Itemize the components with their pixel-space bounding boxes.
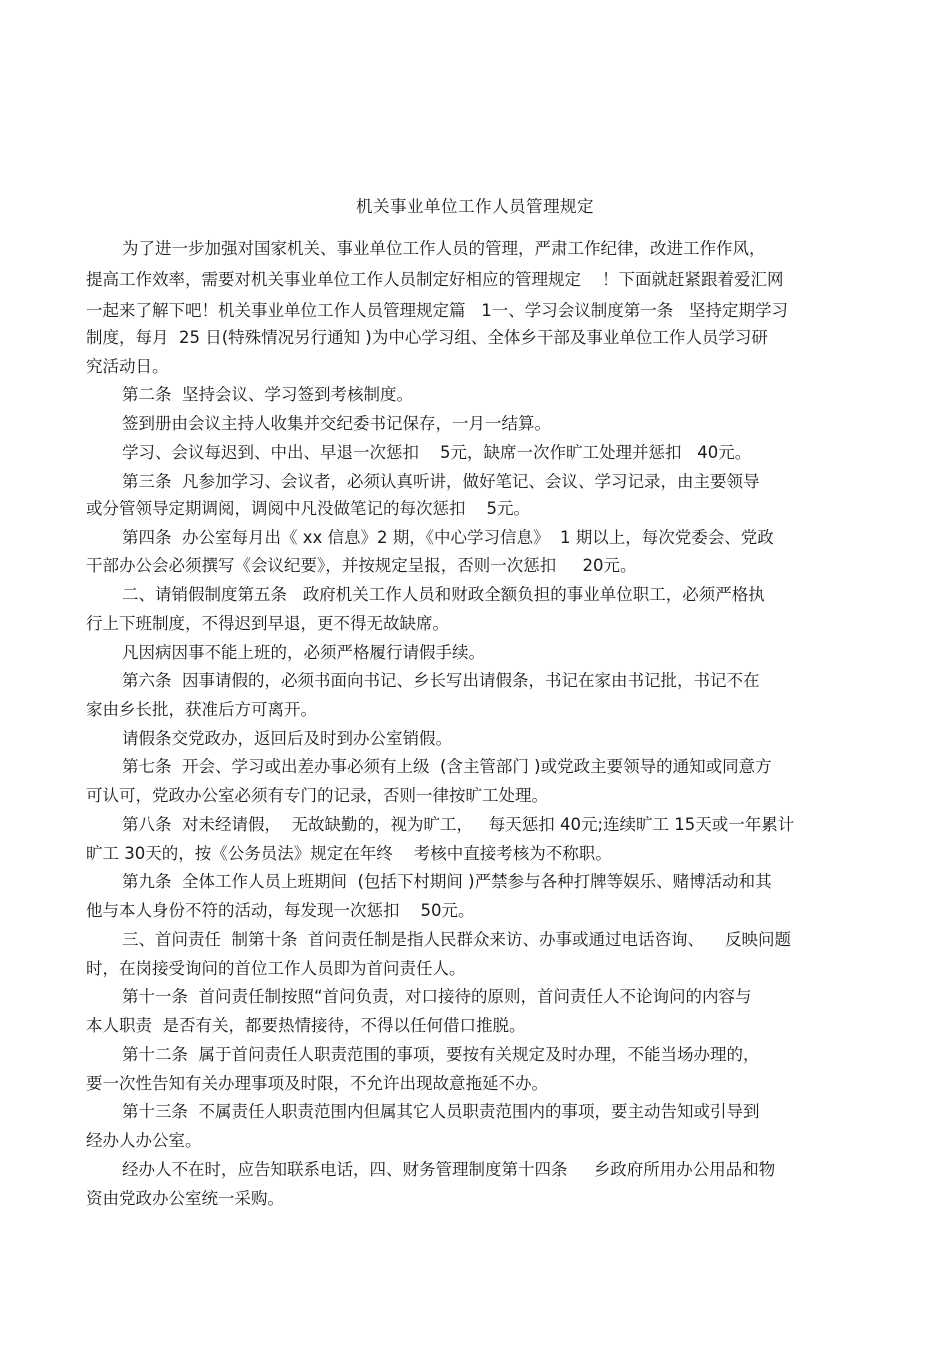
body-line: 资由党政办公室统一采购。	[86, 1189, 284, 1208]
body-line: 旷工 30天的，按《公务员法》规定在年终 考核中直接考核为不称职。	[86, 844, 612, 863]
body-line: 第二条 坚持会议、学习签到考核制度。	[122, 385, 413, 404]
body-line: 第十一条 首问责任制按照“首问负责，对口接待的原则，首问责任人不论询问的内容与	[122, 987, 752, 1006]
body-line: 第十三条 不属责任人职责范围内但属其它人员职责范围内的事项，要主动告知或引导到	[122, 1102, 760, 1121]
body-line: 为了进一步加强对国家机关、事业单位工作人员的管理，严肃工作纪律，改进工作作风，	[122, 239, 766, 258]
body-line: 二、请销假制度第五条 政府机关工作人员和财政全额负担的事业单位职工，必须严格执	[122, 585, 765, 604]
body-line: 干部办公会必须撰写《会议纪要》，并按规定呈报，否则一次惩扣 20元。	[86, 556, 637, 575]
document-title: 机关事业单位工作人员管理规定	[356, 197, 594, 216]
body-line: 家由乡长批，获准后方可离开。	[86, 700, 317, 719]
body-line: 经办人不在时，应告知联系电话，四、财务管理制度第十四条 乡政府所用办公用品和物	[122, 1160, 776, 1179]
body-line: 或分管领导定期调阅，调阅中凡没做笔记的每次惩扣 5元。	[86, 499, 530, 518]
body-line: 请假条交党政办，返回后及时到办公室销假。	[122, 729, 452, 748]
body-line: 提高工作效率，需要对机关事业单位工作人员制定好相应的管理规定 ！下面就赶紧跟着爱汇网	[86, 270, 784, 289]
body-line: 行上下班制度，不得迟到早退，更不得无故缺席。	[86, 614, 449, 633]
body-line: 第十二条 属于首问责任人职责范围的事项，要按有关规定及时办理，不能当场办理的，	[122, 1045, 760, 1064]
body-line: 要一次性告知有关办理事项及时限，不允许出现故意拖延不办。	[86, 1074, 548, 1093]
body-line: 究活动日。	[86, 357, 169, 376]
body-line: 签到册由会议主持人收集并交纪委书记保存，一月一结算。	[122, 414, 551, 433]
body-line: 第七条 开会、学习或出差办事必须有上级 (含主管部门 )或党政主要领导的通知或同意方	[122, 757, 772, 776]
body-line: 时，在岗接受询问的首位工作人员即为首问责任人。	[86, 959, 466, 978]
body-line: 三、首问责任 制第十条 首问责任制是指人民群众来访、办事或通过电话咨询、 反映问题	[122, 930, 791, 949]
body-line: 一起来了解下吧！机关事业单位工作人员管理规定篇 1一、学习会议制度第一条 坚持定期学习	[86, 301, 788, 320]
body-line: 第六条 因事请假的，必须书面向书记、乡长写出请假条，书记在家由书记批，书记不在	[122, 671, 760, 690]
body-line: 学习、会议每迟到、中出、早退一次惩扣 5元，缺席一次作旷工处理并惩扣 40元。	[122, 443, 752, 462]
body-line: 他与本人身份不符的活动，每发现一次惩扣 50元。	[86, 901, 475, 920]
body-line: 第八条 对未经请假， 无故缺勤的，视为旷工， 每天惩扣 40元;连续旷工 15天或一年累计	[122, 815, 795, 834]
body-line: 经办人办公室。	[86, 1131, 202, 1150]
body-line: 第四条 办公室每月出《 xx 信息》2 期，《中心学习信息》 1 期以上，每次党委会、党政	[122, 528, 774, 547]
body-line: 制度，每月 25 日(特殊情况另行通知 )为中心学习组、全体乡干部及事业单位工作人员学习研	[86, 328, 768, 347]
body-line: 可认可，党政办公室必须有专门的记录，否则一律按旷工处理。	[86, 786, 548, 805]
body-line: 凡因病因事不能上班的，必须严格履行请假手续。	[122, 643, 485, 662]
body-line: 第三条 凡参加学习、会议者，必须认真听讲，做好笔记、会议、学习记录，由主要领导	[122, 472, 760, 491]
body-line: 本人职责 是否有关，都要热情接待，不得以任何借口推脱。	[86, 1016, 526, 1035]
body-line: 第九条 全体工作人员上班期间 (包括下村期间 )严禁参与各种打牌等娱乐、赌博活动和其	[122, 872, 772, 891]
